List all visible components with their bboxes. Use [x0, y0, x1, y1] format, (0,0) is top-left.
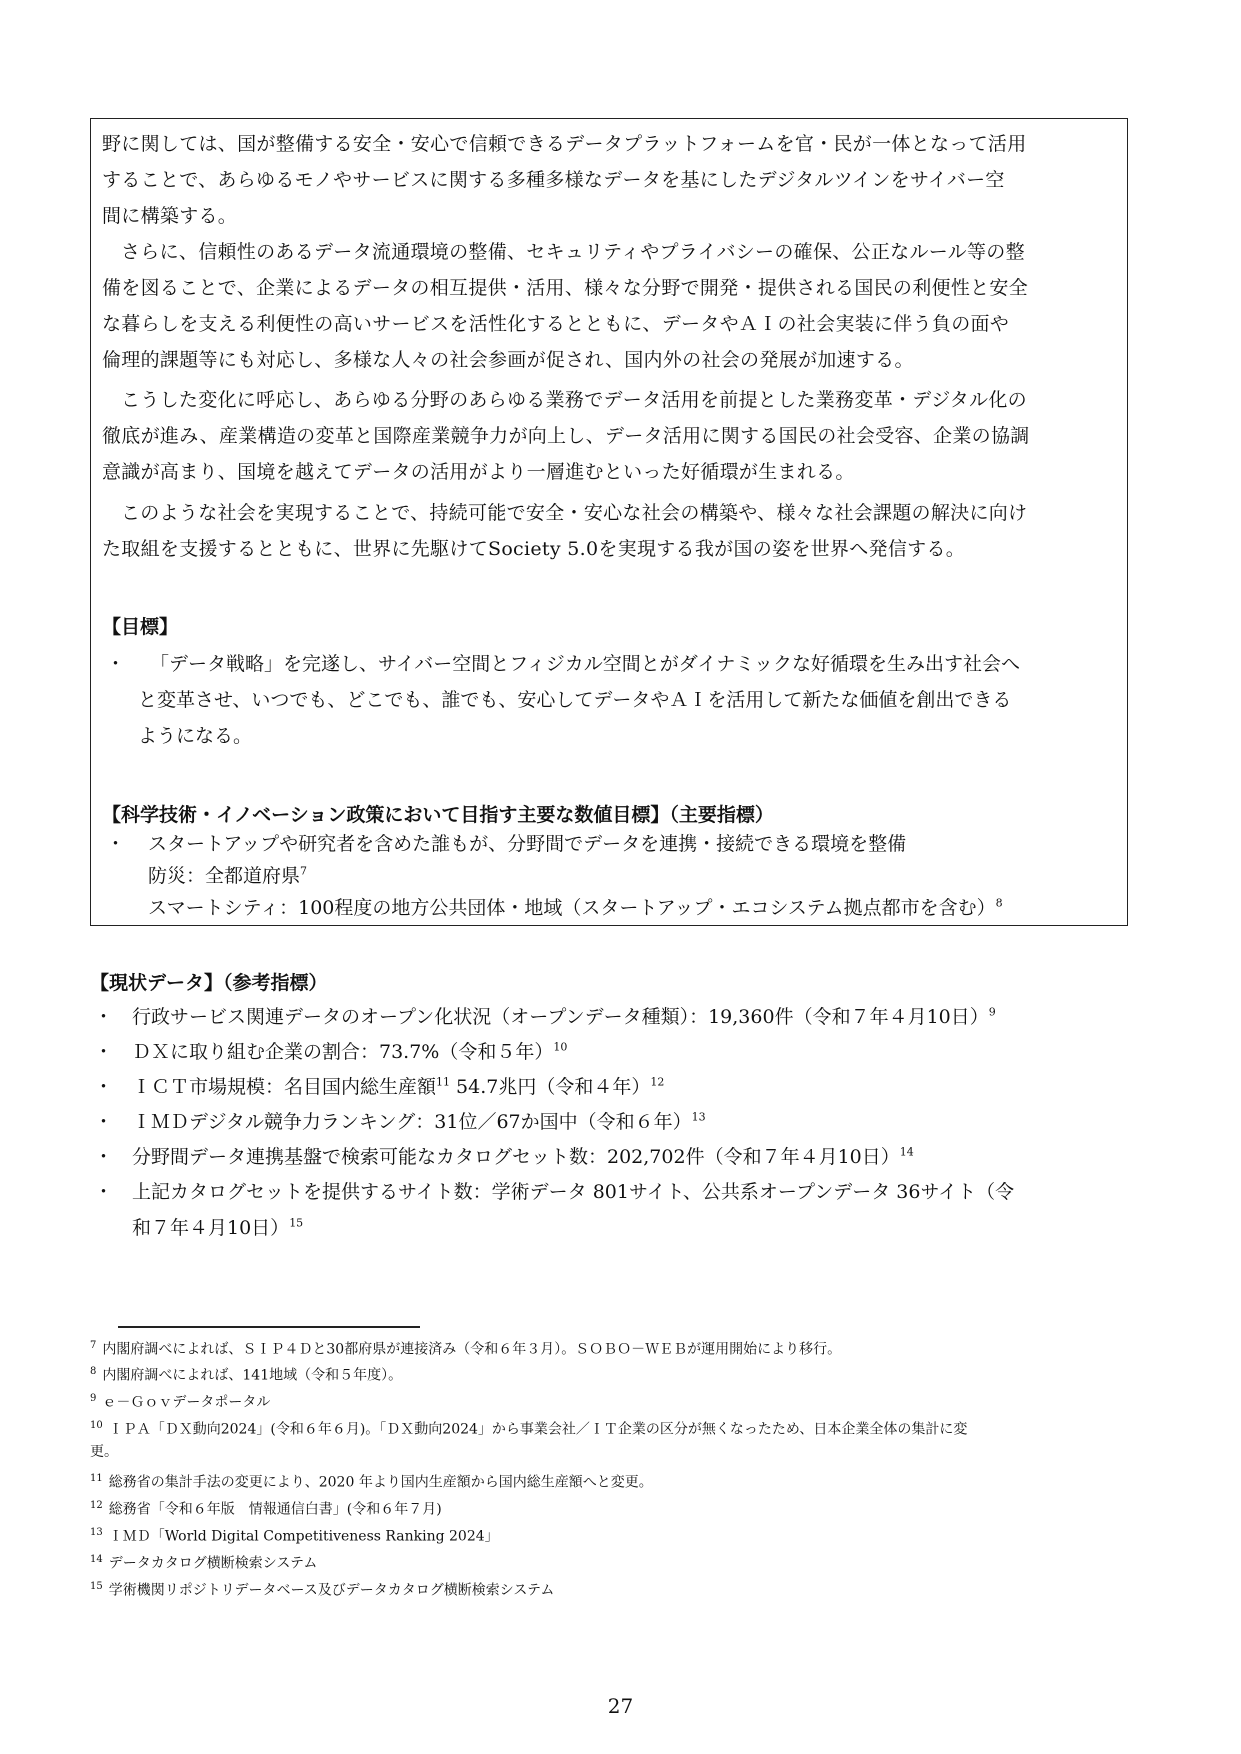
item-text: 行政サービス関連データのオープン化状況（オープンデータ種類）：19,360件（令和７年４月10日） — [132, 1006, 989, 1028]
kpi-bullet-item — [102, 826, 1122, 926]
footnote-ref: 12 — [650, 1075, 665, 1089]
paragraph-3 — [102, 382, 1030, 490]
text-line — [132, 1139, 914, 1175]
footnote-ref: 13 — [691, 1110, 706, 1124]
footnote-text: 内閣府調べによれば、ＳＩＰ４Ｄと30都府県が連接済み（令和６年３月）。ＳＯＢＯ－ＷＥＢが運用開始により移行。 — [102, 1341, 842, 1358]
footnote-text: 総務省の集計手法の変更により、2020 年より国内生産額から国内総生産額へと変更。 — [108, 1474, 653, 1491]
text-line: 備を図ることで、企業によるデータの相互提供・活用、様々な分野で開発・提供される国民の利便性と安全 — [102, 277, 1029, 299]
footnote — [90, 1469, 653, 1493]
footnote-text: ｅ－Ｇｏｖデータポータル — [102, 1394, 271, 1411]
text-line: 間に構築する。 — [102, 205, 238, 227]
footnote-number: 11 — [90, 1473, 103, 1484]
item-text: 分野間データ連携基盤で検索可能なカタログセット数：202,702件（令和７年４月10日） — [132, 1146, 900, 1168]
page-number: 27 — [607, 1694, 634, 1718]
footnote — [90, 1389, 270, 1413]
footnote-ref: 8 — [995, 896, 1003, 910]
text-line: こうした変化に呼応し、あらゆる分野のあらゆる業務でデータ活用を前提とした業務変革・デジタル化の — [121, 389, 1027, 411]
goal-heading: 【目標】 — [102, 616, 179, 638]
footnote — [90, 1416, 967, 1440]
footnote-number: 13 — [90, 1527, 103, 1538]
bullet-mark: ・ — [94, 1006, 114, 1028]
footnote-ref: 10 — [553, 1040, 568, 1054]
text-line: スタートアップや研究者を含めた誰もが、分野間でデータを連携・接続できる環境を整備 — [148, 833, 907, 855]
footnote-number: 8 — [90, 1366, 97, 1377]
footnote-text: 総務省「令和６年版 情報通信白書」(令和６年７月) — [108, 1501, 442, 1518]
text-line — [132, 999, 996, 1035]
bullet-mark: ・ — [106, 653, 126, 675]
footnote — [90, 1523, 499, 1547]
footnote — [90, 1336, 841, 1360]
item-text: ＩＭＤデジタル競争力ランキング：31位／67か国中（令和６年） — [132, 1111, 692, 1133]
footnote — [90, 1577, 554, 1601]
text-line: さらに、信頼性のあるデータ流通環境の整備、セキュリティやプライバシーの確保、公正なルール等の整 — [121, 241, 1025, 263]
text-line: することで、あらゆるモノやサービスに関する多種多様なデータを基にしたデジタルツインをサイバー空 — [102, 169, 1005, 191]
footnote-ref: 15 — [289, 1216, 304, 1230]
item-text: 和７年４月10日） — [132, 1217, 290, 1239]
footnote-text: 学術機関リポジトリデータベース及びデータカタログ横断検索システム — [108, 1582, 555, 1599]
paragraph-1 — [102, 126, 1027, 234]
text-line: 「データ戦略」を完遂し、サイバー空間とフィジカル空間とがダイナミックな好循環を生み出す社会へ — [150, 653, 1021, 675]
text-line — [148, 890, 1003, 926]
text-line: と変革させ、いつでも、どこでも、誰でも、安心してデータやＡＩを活用して新たな価値を創出できる — [138, 689, 1012, 711]
bullet-mark: ・ — [106, 833, 126, 855]
text-line: 徹底が進み、産業構造の変革と国際産業競争力が向上し、データ活用に関する国民の社会受容、企業の協調 — [102, 425, 1030, 447]
text-line — [148, 858, 307, 894]
kpi-disaster: 防災：全都道府県 — [148, 865, 301, 887]
footnote-continuation: 更。 — [90, 1444, 118, 1460]
item-text: ＤＸに取り組む企業の割合：73.7%（令和５年） — [132, 1041, 554, 1063]
bullet-mark: ・ — [94, 1041, 114, 1063]
footnote-ref: 11 — [436, 1075, 451, 1089]
paragraph-4 — [102, 495, 1027, 567]
text-line: 倫理的課題等にも対応し、多様な人々の社会参画が促され、国内外の社会の発展が加速する。 — [102, 349, 914, 371]
current-item — [90, 1069, 1130, 1105]
text-line: な暮らしを支える利便性の高いサービスを活性化するとともに、データやＡＩの社会実装に伴う負の面や — [102, 313, 1010, 335]
text-line: このような社会を実現することで、持続可能で安全・安心な社会の構築や、様々な社会課題の解決に向け — [121, 502, 1028, 524]
bullet-mark: ・ — [94, 1076, 114, 1098]
footnote-ref: 9 — [988, 1005, 996, 1019]
footnote-number: 9 — [90, 1393, 97, 1404]
footnote-number: 12 — [90, 1500, 103, 1511]
text-line — [132, 1104, 706, 1140]
paragraph-2 — [102, 234, 1028, 378]
footnote-text: 内閣府調べによれば、141地域（令和５年度）。 — [102, 1367, 403, 1384]
text-line: 野に関しては、国が整備する安全・安心で信頼できるデータプラットフォームを官・民が一体となって活用 — [102, 133, 1027, 155]
footnote-text: ＩＭＤ「World Digital Competitiveness Ranking 2024」 — [108, 1528, 499, 1545]
footnote-text: ＩＰＡ「ＤＸ動向2024」(令和６年６月)。「ＤＸ動向2024」から事業会社／ＩＴ企業の区分が無くなったため、日本企業全体の集計に変 — [108, 1421, 968, 1438]
text-line: た取組を支援するとともに、世界に先駆けてSociety 5.0を実現する我が国の姿を世界へ発信する。 — [102, 538, 966, 560]
bullet-mark: ・ — [94, 1181, 114, 1203]
footnote-ref: 14 — [899, 1145, 914, 1159]
item-text: ＩＣＴ市場規模：名目国内総生産額 — [132, 1076, 437, 1098]
footnote-divider — [118, 1326, 420, 1328]
kpi-heading: 【科学技術・イノベーション政策において目指す主要な数値目標】（主要指標） — [102, 804, 774, 826]
footnote-text: データカタログ横断検索システム — [108, 1555, 318, 1572]
item-text: 54.7兆円（令和４年） — [450, 1076, 651, 1098]
footnote-number: 14 — [90, 1554, 103, 1565]
footnote-number: 15 — [90, 1581, 103, 1592]
item-text: 上記カタログセットを提供するサイト数：学術データ 801サイト、公共系オープンデータ 36サイト（令 — [132, 1181, 1015, 1203]
footnote — [90, 1496, 442, 1520]
footnote-number: 10 — [90, 1420, 103, 1431]
text-line — [132, 1069, 664, 1105]
current-item — [90, 1104, 1130, 1140]
kpi-smart-city: スマートシティ：100程度の地方公共団体・地域（スタートアップ・エコシステム拠点都市を含む） — [148, 897, 996, 919]
current-item — [90, 999, 1130, 1035]
footnote-ref: 7 — [300, 864, 308, 878]
footnote-number: 7 — [90, 1340, 97, 1351]
text-line: ようになる。 — [138, 725, 253, 747]
current-item — [90, 1034, 1130, 1070]
goal-bullet-item — [102, 646, 1122, 756]
text-line: 意識が高まり、国境を越えてデータの活用がより一層進むといった好循環が生まれる。 — [102, 461, 855, 483]
text-line — [132, 1210, 303, 1246]
footnote — [90, 1362, 402, 1386]
current-item — [90, 1139, 1130, 1175]
text-line — [132, 1034, 567, 1070]
bullet-mark: ・ — [94, 1146, 114, 1168]
current-data-heading: 【現状データ】（参考指標） — [90, 972, 328, 994]
bullet-mark: ・ — [94, 1111, 114, 1133]
footnote — [90, 1550, 317, 1574]
current-item — [90, 1174, 1130, 1246]
